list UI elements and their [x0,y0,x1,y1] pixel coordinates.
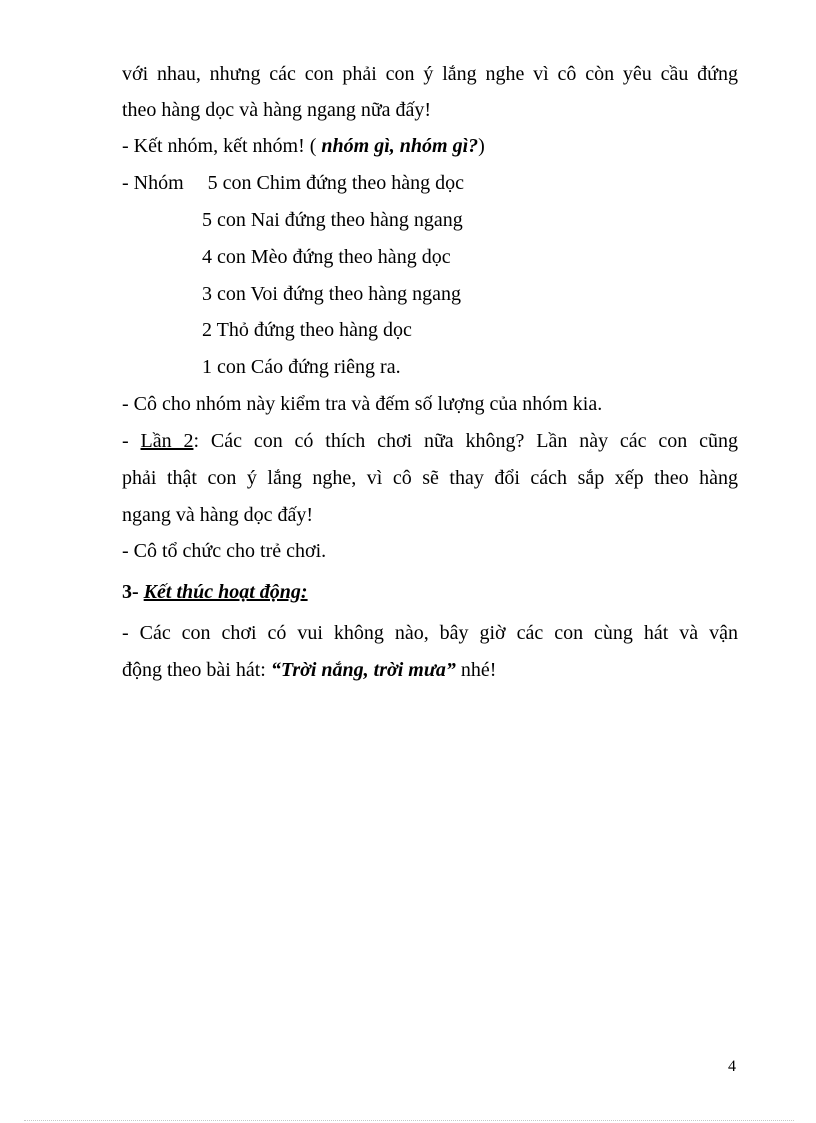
list-item [202,245,451,269]
text-run: ) [478,135,485,157]
paragraph-line [122,134,738,158]
text-run: - [122,430,141,452]
paragraph-line [122,62,738,86]
page-number: 4 [728,1058,736,1075]
text-run: 2 Thỏ đứng theo hàng dọc [202,319,412,341]
paragraph-line [122,621,738,645]
text-run: ngang và hàng dọc đấy! [122,504,314,526]
list-item [202,318,412,342]
list-item [202,282,461,306]
paragraph-line [122,658,738,682]
page-bottom-divider [24,1120,794,1121]
paragraph-line [122,429,738,453]
text-run: động theo bài hát: [122,659,271,681]
text-run: phải thật con ý lắng nghe, vì cô sẽ thay đổi cách sắp xếp theo hàng [122,467,738,489]
paragraph-line [122,98,738,122]
song-title: “Trời nắng, trời mưa” [270,659,456,681]
text-run: 4 con Mèo đứng theo hàng dọc [202,246,451,268]
list-item [202,208,463,232]
group-list-header [122,171,738,195]
section-heading [122,580,738,604]
text-run: theo hàng dọc và hàng ngang nữa đấy! [122,99,432,121]
list-item: 5 con Chim đứng theo hàng dọc [207,172,465,194]
section-number: 3- [122,581,144,603]
text-run: với nhau, nhưng các con phải con ý lắng nghe vì cô còn yêu cầu đứng [122,63,738,85]
paragraph-line [122,466,738,490]
emphasis-text: nhóm gì, nhóm gì? [321,135,479,157]
text-run: - Cô cho nhóm này kiểm tra và đếm số lượng của nhóm kia. [122,393,603,415]
text-run: - Các con chơi có vui không nào, bây giờ các con cùng hát và vận [122,622,738,644]
text-run: : Các con có thích chơi nữa không? Lần này các con cũng [193,430,739,452]
text-run: 3 con Voi đứng theo hàng ngang [202,283,461,305]
underlined-text: Lần 2 [140,430,194,452]
text-run: 5 con Nai đứng theo hàng ngang [202,209,463,231]
list-item [202,355,401,379]
text-run: - Nhóm [122,172,184,194]
text-run: - Kết nhóm, kết nhóm! ( [122,135,322,157]
paragraph-line [122,392,738,416]
text-run: nhé! [455,659,497,681]
text-run: 1 con Cáo đứng riêng ra. [202,356,401,378]
section-title: Kết thúc hoạt động: [143,581,308,603]
text-run: - Cô tổ chức cho trẻ chơi. [122,540,327,562]
paragraph-line [122,539,738,563]
paragraph-line [122,503,738,527]
